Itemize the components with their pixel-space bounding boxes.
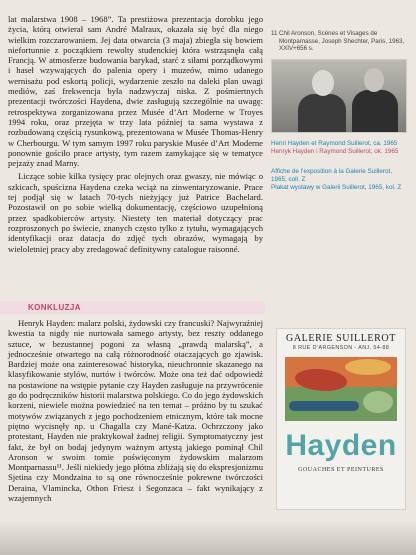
archival-photo <box>271 59 407 133</box>
exhibition-poster <box>276 328 406 510</box>
person-figure <box>364 68 384 92</box>
caption-line-pl: Henryk Hayden i Raymond Suillerot, ok. 1965 <box>271 147 399 155</box>
footnote-text: Chil Aronson, Scènes et Visages de Montparnasse, Joseph Shechter, Paris, 1963, XXIV+656 s. <box>279 30 405 53</box>
artwork-shape <box>363 391 393 413</box>
body-paragraph: Henryk Hayden: malarz polski, żydowski czy francuski? Najwyraźniej kwestia ta nigdy nie nurtowała samego artysty, bez reszty oddanego sztuce, w bezustannej pogoni za własną „prawdą malarską”, a jednocześnie otwartego na całą różnorodność otaczających go zjawisk. Bardziej może ona zainteresować historyka, nieuchronnie skazanego na klasyfikowanie stylów, nurtów i twórców. Może ona też dać odpowiedź na postawione na wstępie pytanie czy Hayden zasługuje na przywrócenie go do podręczników historii malarstwa polskiego. Co do jego żydowskich korzeni, niewiele można powiedzieć na ten temat – próżno by tu szukać motywów związanych z jego pochodzeniem etnicznym, które tak mocne piętno wycisnęły np. u Chagalla czy Mané-Katza. Ochrzczony jako protestant, Hayden nie praktykował żadnej religii. Symptomatyczny jest fakt, że był on bodaj jedynym ważnym artystą jakiego pominął Chil Aronson w swoim tomie poświęconym żydowskim malarzom Montparnassu¹¹. Jeśli niekiedy jego płótna zbliżają się do ekspresjonizmu Sjetina czy Mondzaina to są one równocześnie pokrewne twórczości Deraina, Vlamincka, Othon Friesz i Segonzaca – fakt wynikający z wzajemnych <box>8 318 263 504</box>
caption-line-fr: Henri Hayden et Raymond Suillerot, ca. 1965 <box>271 139 398 147</box>
section-heading: KONKLUZJA <box>28 303 81 312</box>
poster-artist-name: Hayden <box>285 429 397 462</box>
photo-caption <box>271 140 407 156</box>
caption-line-pl: Plakat wystawy w Galerii Suillerot, 1965, kol. Z <box>271 183 402 191</box>
caption-line-fr: Affiche de l’exposition à la Galerie Suillerot, 1965, coll. Z <box>271 167 392 183</box>
person-figure <box>312 70 334 96</box>
footnote <box>271 30 407 53</box>
poster-address: 8 RUE D’ARGENSON - ANJ. 54-88 <box>292 345 390 351</box>
poster-artwork <box>285 357 397 421</box>
page-shadow <box>0 520 416 555</box>
footnote-number: 11 <box>271 30 278 37</box>
person-figure <box>352 90 398 133</box>
body-paragraph: lat malarstwa 1908 – 1968”. Ta prestiżowa prezentacja dorobku jego życia, którą otwierał sam André Malraux, okazała się być dla niego wielkim rozczarowaniem. Jej data otwarcia (3 maja) zbiegła się bowiem niefortunnie z początkiem rewolty studenckiej która wstrząsnęła całą Francją. W atmosferze budowania barykad, starć z siłami porządkowymi i haseł wzywających do palenia opery i muzeów, mimo udanego wernisażu pod eskortą policji, wydarzenie zeszło na daleki plan uwagi mediów, zaś frekwencja była nadzwyczaj niska. Z pośmiertnych prezentacji twórczości Haydena, dwie zasługują szczególnie na uwagę: retrospektywa zorganizowana przez Musée d’Art Moderne w Troyes 1994 roku, oraz przejęta w trzy lata później ta sama wystawa z rozbudowaną częścią rysunkową, prezentowana w Musée Thomas-Henry w Cherbourgu. W tym samym 1997 roku paryskie Musée d’Art Moderne ponownie gościło prace artysty, tym razem zamykające się w tematyce pejzaży znad Marny. <box>8 14 263 169</box>
poster-gallery-name: GALERIE SUILLEROT <box>286 333 396 344</box>
artwork-shape <box>289 401 359 411</box>
person-figure <box>298 94 346 133</box>
poster-subtitle: GOUACHES ET PEINTURES <box>298 467 384 473</box>
sidebar-column <box>271 14 407 192</box>
artwork-shape <box>345 359 391 375</box>
conclusion-text <box>8 318 263 503</box>
poster-caption <box>271 168 407 192</box>
main-text-column <box>8 14 263 257</box>
body-paragraph: Liczące sobie kilka tysięcy prac olejnych oraz gwaszy, nie mówiąc o szkicach, spuścizna Haydena czeka wciąż na zinwentaryzowanie. Prace tej podjął się w latach 70-tych nieżyjący już Patrice Bachelard. Pozostawił on po sobie wielką dokumentację, częściowo uzupełnioną przez spadkobierców artysty. Niestety ten materiał dotyczący prac rozproszonych po świecie, znanych często tylko z tytułu, wymagających identyfikacji oraz datacja do zdjęć tych obrazów, wymagają by wieloletniej pracy aby zredagować definitywny catalogue raisonné. <box>8 171 263 254</box>
